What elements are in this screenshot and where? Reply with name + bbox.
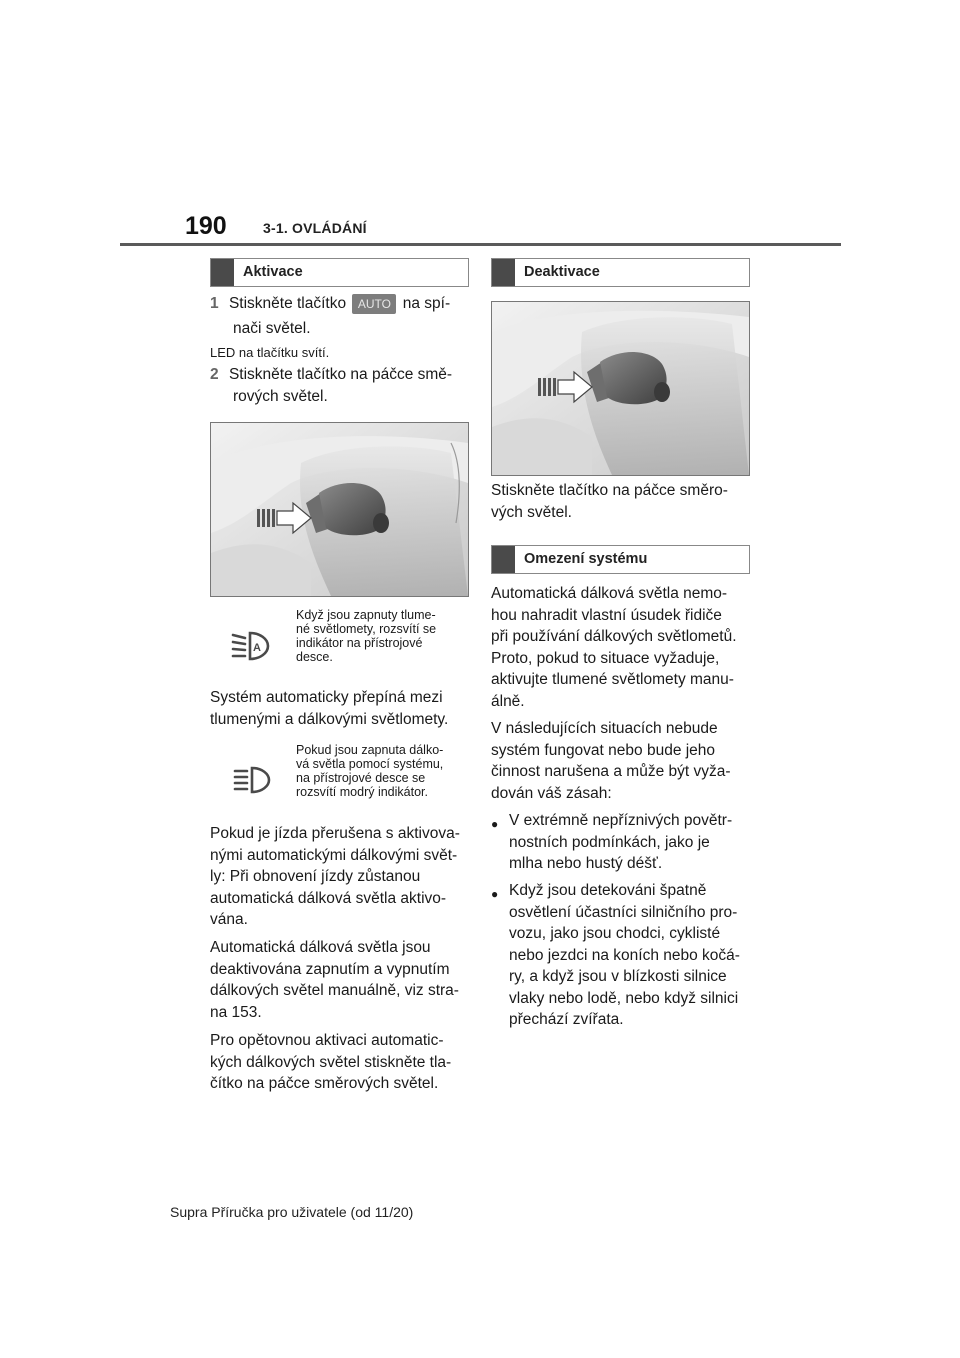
step-2-line-2: rových světel. <box>233 387 328 405</box>
high-beam-assist-indicator-icon <box>232 765 272 795</box>
low-beam-auto-indicator-icon <box>230 630 274 662</box>
heading-marker <box>492 546 515 573</box>
footer-manual-title: Supra Příručka pro uživatele (od 11/20) <box>170 1204 414 1220</box>
indicator-1-description: Když jsou zapnuty tlume- né světlomety, rozsvítí se indikátor na přístrojové desce. <box>296 608 437 664</box>
lever-illustration <box>211 423 468 596</box>
deactivation-instruction: Stiskněte tlačítko na páčce směro- vých světel. <box>491 482 728 521</box>
step-1 <box>210 293 472 339</box>
limits-heading-box <box>491 545 750 574</box>
auto-button-icon: AUTO <box>352 294 396 314</box>
heading-marker <box>211 259 234 286</box>
step-2-line-1: Stiskněte tlačítko na páčce smě- <box>228 366 453 383</box>
heading-marker <box>492 259 515 286</box>
limits-heading: Omezení systému <box>524 551 648 567</box>
turn-signal-lever-photo <box>210 422 469 597</box>
bullet-icon: ● <box>491 887 499 901</box>
step-1-line-2: nači světel. <box>233 319 311 337</box>
indicator-2-description: Pokud jsou zapnuta dálko- vá světla pomocí systému, na přístrojové desce se rozsvítí modrý indikátor. <box>296 743 444 799</box>
limits-paragraph-1: Automatická dálková světla nemo- hou nahradit vlastní úsudek řidiče při používání dálkových světlometů. Proto, pokud to situace vyžaduje, aktivujte tlumené světlomety manu- álně. <box>491 585 737 710</box>
turn-signal-lever-photo-deactivation <box>491 301 750 476</box>
step-1-text-after: na spí- <box>402 295 451 312</box>
limits-bullet-2: ● Když jsou detekováni špatně osvětlení účastníci silničního pro- vozu, jako jsou chodci, cyklisté nebo jezdci na koních nebo kočá- ry, a když jsou v blízkosti silnice vlaky nebo lodě, nebo když silnici přechází zvířata. <box>491 882 740 1028</box>
led-note: LED na tlačítku svítí. <box>210 345 330 360</box>
deactivation-heading-box <box>491 258 750 287</box>
step-1-line-1 <box>210 293 472 315</box>
header-divider <box>120 243 841 246</box>
paragraph-reactivation: Pro opětovnou aktivaci automatic- kých dálkových světel stiskněte tla- čítko na páčce směrových světel. <box>210 1032 452 1092</box>
section-title: 3-1. OVLÁDÁNÍ <box>263 220 367 236</box>
step-2 <box>210 364 472 407</box>
paragraph-deactivation-manual: Automatická dálková světla jsou deaktivována zapnutím a vypnutím dálkových světel manuálně, viz stra- na 153. <box>210 939 459 1021</box>
limits-bullet-1: ● V extrémně nepříznivých povětr- nostních podmínkách, jako je mlha nebo hustý déšť. <box>491 812 733 872</box>
lever-illustration <box>492 302 749 475</box>
page-number: 190 <box>185 212 227 240</box>
limits-paragraph-2: V následujících situacích nebude systém fungovat nebo bude jeho činnost narušena a může být vyža- dován váš zásah: <box>491 720 731 802</box>
step-1-number: 1 <box>210 295 219 312</box>
paragraph-interrupted-drive: Pokud je jízda přerušena s aktivova- nými automatickými dálkovými svět- ly: Při obnovení jízdy zůstanou automatická dálková světla aktivo- vána. <box>210 825 460 928</box>
paragraph-system-switch: Systém automaticky přepíná mezi tlumenými a dálkovými světlomety. <box>210 689 449 728</box>
activation-heading: Aktivace <box>243 264 303 280</box>
activation-heading-box <box>210 258 469 287</box>
deactivation-heading: Deaktivace <box>524 264 600 280</box>
step-1-text-before: Stiskněte tlačítko <box>228 295 347 312</box>
svg-text:A: A <box>253 642 261 654</box>
bullet-icon: ● <box>491 817 499 831</box>
step-2-number: 2 <box>210 366 219 383</box>
